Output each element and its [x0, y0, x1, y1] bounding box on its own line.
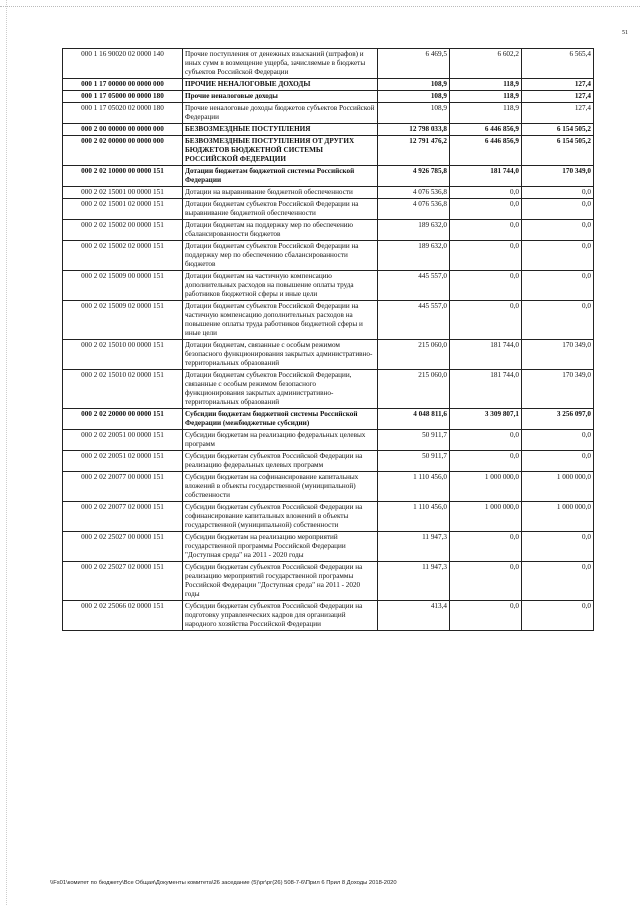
revenue-name-cell: Дотации бюджетам на частичную компенсацию дополнительных расходов на повышение оплаты труда работников бюджетной сферы и иные цели: [183, 271, 378, 301]
amount-2018-cell: 4 048 811,6: [378, 409, 450, 430]
table-row: [63, 166, 594, 187]
amount-2019-cell: 118,9: [450, 103, 522, 124]
amount-2020-cell: 0,0: [522, 532, 594, 562]
amount-2019-cell: 6 602,2: [450, 49, 522, 79]
amount-2020-cell: 0,0: [522, 199, 594, 220]
revenue-name-cell: Дотации бюджетам, связанные с особым режимом безопасного функционирования закрытых административно-территориальных образований: [183, 340, 378, 370]
amount-2018-cell: 4 926 785,8: [378, 166, 450, 187]
table-row: [63, 601, 594, 631]
budget-code-cell: 000 2 02 15001 00 0000 151: [63, 187, 183, 199]
amount-2018-cell: 215 060,0: [378, 370, 450, 409]
amount-2020-cell: 127,4: [522, 79, 594, 91]
amount-2020-cell: 6 565,4: [522, 49, 594, 79]
amount-2020-cell: 1 000 000,0: [522, 502, 594, 532]
table-row: [63, 49, 594, 79]
table-row: [63, 532, 594, 562]
amount-2018-cell: 108,9: [378, 79, 450, 91]
budget-code-cell: 000 2 02 20077 00 0000 151: [63, 472, 183, 502]
amount-2020-cell: 170 349,0: [522, 370, 594, 409]
amount-2020-cell: 6 154 505,2: [522, 124, 594, 136]
revenue-name-cell: Дотации бюджетам субъектов Российской Федерации на поддержку мер по обеспечению сбалансированности бюджетов: [183, 241, 378, 271]
amount-2019-cell: 3 309 807,1: [450, 409, 522, 430]
revenue-name-cell: Дотации на выравнивание бюджетной обеспеченности: [183, 187, 378, 199]
amount-2020-cell: 0,0: [522, 562, 594, 601]
amount-2018-cell: 189 632,0: [378, 241, 450, 271]
amount-2019-cell: 0,0: [450, 199, 522, 220]
revenue-name-cell: Дотации бюджетам субъектов Российской Федерации на частичную компенсацию дополнительных расходов на повышение оплаты труда работников бюджетной сферы и иные цели: [183, 301, 378, 340]
amount-2020-cell: 127,4: [522, 91, 594, 103]
budget-code-cell: 000 2 00 00000 00 0000 000: [63, 124, 183, 136]
table-row: [63, 103, 594, 124]
revenue-name-cell: Субсидии бюджетам на реализацию федеральных целевых программ: [183, 430, 378, 451]
amount-2018-cell: 4 076 536,8: [378, 187, 450, 199]
budget-code-cell: 000 1 16 90020 02 0000 140: [63, 49, 183, 79]
scan-edge-top: [0, 6, 640, 9]
revenue-name-cell: Прочие неналоговые доходы: [183, 91, 378, 103]
table-row: [63, 136, 594, 166]
revenue-name-cell: Субсидии бюджетам субъектов Российской Федерации на реализацию мероприятий государственной программы Российской Федерации "Доступная среда" на 2011 - 2020 годы: [183, 562, 378, 601]
budget-code-cell: 000 2 02 15010 00 0000 151: [63, 340, 183, 370]
amount-2019-cell: 1 000 000,0: [450, 502, 522, 532]
amount-2018-cell: 1 110 456,0: [378, 472, 450, 502]
amount-2019-cell: 6 446 856,9: [450, 124, 522, 136]
revenue-name-cell: Субсидии бюджетам субъектов Российской Федерации на подготовку управленческих кадров для организаций народного хозяйства Российской Федерации: [183, 601, 378, 631]
revenue-table: [62, 48, 594, 631]
amount-2019-cell: 6 446 856,9: [450, 136, 522, 166]
table-row: [63, 187, 594, 199]
table-row: [63, 562, 594, 601]
table-row: [63, 241, 594, 271]
table-row: [63, 472, 594, 502]
amount-2020-cell: 0,0: [522, 220, 594, 241]
amount-2020-cell: 170 349,0: [522, 166, 594, 187]
amount-2019-cell: 118,9: [450, 91, 522, 103]
amount-2020-cell: 6 154 505,2: [522, 136, 594, 166]
amount-2018-cell: 11 947,3: [378, 532, 450, 562]
revenue-name-cell: БЕЗВОЗМЕЗДНЫЕ ПОСТУПЛЕНИЯ: [183, 124, 378, 136]
table-row: [63, 79, 594, 91]
amount-2018-cell: 445 557,0: [378, 271, 450, 301]
amount-2020-cell: 0,0: [522, 187, 594, 199]
revenue-name-cell: Прочие неналоговые доходы бюджетов субъектов Российской Федерации: [183, 103, 378, 124]
amount-2018-cell: 6 469,5: [378, 49, 450, 79]
table-row: [63, 340, 594, 370]
amount-2019-cell: 118,9: [450, 79, 522, 91]
table-row: [63, 502, 594, 532]
table-row: [63, 451, 594, 472]
amount-2019-cell: 0,0: [450, 271, 522, 301]
budget-code-cell: 000 2 02 15002 00 0000 151: [63, 220, 183, 241]
revenue-name-cell: БЕЗВОЗМЕЗДНЫЕ ПОСТУПЛЕНИЯ ОТ ДРУГИХ БЮДЖЕТОВ БЮДЖЕТНОЙ СИСТЕМЫ РОССИЙСКОЙ ФЕДЕРАЦИИ: [183, 136, 378, 166]
budget-code-cell: 000 2 02 10000 00 0000 151: [63, 166, 183, 187]
amount-2019-cell: 181 744,0: [450, 166, 522, 187]
amount-2019-cell: 0,0: [450, 451, 522, 472]
revenue-name-cell: Дотации бюджетам субъектов Российской Федерации, связанные с особым режимом безопасного функционирования закрытых административно-территориальных образований: [183, 370, 378, 409]
revenue-table-body: [63, 49, 594, 631]
amount-2019-cell: 0,0: [450, 601, 522, 631]
amount-2020-cell: 0,0: [522, 271, 594, 301]
budget-code-cell: 000 2 02 15009 00 0000 151: [63, 271, 183, 301]
amount-2020-cell: 0,0: [522, 301, 594, 340]
amount-2020-cell: 0,0: [522, 451, 594, 472]
amount-2019-cell: 1 000 000,0: [450, 472, 522, 502]
amount-2020-cell: 170 349,0: [522, 340, 594, 370]
budget-code-cell: 000 2 02 15001 02 0000 151: [63, 199, 183, 220]
table-row: [63, 220, 594, 241]
revenue-name-cell: Субсидии бюджетам бюджетной системы Российской Федерации (межбюджетные субсидии): [183, 409, 378, 430]
amount-2018-cell: 4 076 536,8: [378, 199, 450, 220]
amount-2019-cell: 0,0: [450, 241, 522, 271]
file-path-footer: \\Fs01\комитет по бюджету\Все Общая\Документы комитета\26 заседание (5)\рг\рг(26) 508-7-6\Прил 6 Прил 8 Доходы 2018-2020: [50, 880, 397, 886]
page-number: 51: [622, 30, 628, 36]
budget-code-cell: 000 2 02 20051 02 0000 151: [63, 451, 183, 472]
budget-code-cell: 000 1 17 05020 02 0000 180: [63, 103, 183, 124]
revenue-name-cell: Субсидии бюджетам субъектов Российской Федерации на софинансирование капитальных вложений в объекты государственной (муниципальной) собственности: [183, 502, 378, 532]
amount-2018-cell: 215 060,0: [378, 340, 450, 370]
amount-2019-cell: 0,0: [450, 562, 522, 601]
revenue-name-cell: Дотации бюджетам на поддержку мер по обеспечению сбалансированности бюджетов: [183, 220, 378, 241]
amount-2019-cell: 181 744,0: [450, 370, 522, 409]
amount-2018-cell: 108,9: [378, 103, 450, 124]
amount-2019-cell: 0,0: [450, 187, 522, 199]
amount-2019-cell: 0,0: [450, 220, 522, 241]
table-row: [63, 409, 594, 430]
revenue-name-cell: Дотации бюджетам субъектов Российской Федерации на выравнивание бюджетной обеспеченности: [183, 199, 378, 220]
amount-2018-cell: 1 110 456,0: [378, 502, 450, 532]
budget-code-cell: 000 1 17 00000 00 0000 000: [63, 79, 183, 91]
revenue-name-cell: Дотации бюджетам бюджетной системы Российской Федерации: [183, 166, 378, 187]
amount-2019-cell: 0,0: [450, 532, 522, 562]
budget-code-cell: 000 2 02 00000 00 0000 000: [63, 136, 183, 166]
table-row: [63, 199, 594, 220]
table-row: [63, 271, 594, 301]
table-row: [63, 430, 594, 451]
amount-2019-cell: 181 744,0: [450, 340, 522, 370]
budget-code-cell: 000 2 02 15002 02 0000 151: [63, 241, 183, 271]
table-row: [63, 370, 594, 409]
amount-2020-cell: 1 000 000,0: [522, 472, 594, 502]
amount-2020-cell: 127,4: [522, 103, 594, 124]
amount-2020-cell: 0,0: [522, 241, 594, 271]
amount-2018-cell: 50 911,7: [378, 430, 450, 451]
amount-2018-cell: 12 791 476,2: [378, 136, 450, 166]
budget-code-cell: 000 2 02 20000 00 0000 151: [63, 409, 183, 430]
table-row: [63, 124, 594, 136]
amount-2020-cell: 0,0: [522, 430, 594, 451]
amount-2018-cell: 189 632,0: [378, 220, 450, 241]
table-row: [63, 301, 594, 340]
revenue-name-cell: ПРОЧИЕ НЕНАЛОГОВЫЕ ДОХОДЫ: [183, 79, 378, 91]
amount-2020-cell: 3 256 097,0: [522, 409, 594, 430]
scan-edge-left: [6, 0, 8, 905]
budget-code-cell: 000 2 02 25027 00 0000 151: [63, 532, 183, 562]
budget-code-cell: 000 2 02 20077 02 0000 151: [63, 502, 183, 532]
amount-2018-cell: 108,9: [378, 91, 450, 103]
amount-2018-cell: 445 557,0: [378, 301, 450, 340]
revenue-name-cell: Субсидии бюджетам на реализацию мероприятий государственной программы Российской Федерации "Доступная среда" на 2011 - 2020 годы: [183, 532, 378, 562]
amount-2020-cell: 0,0: [522, 601, 594, 631]
amount-2018-cell: 50 911,7: [378, 451, 450, 472]
budget-code-cell: 000 2 02 20051 00 0000 151: [63, 430, 183, 451]
budget-code-cell: 000 2 02 15009 02 0000 151: [63, 301, 183, 340]
amount-2019-cell: 0,0: [450, 430, 522, 451]
amount-2018-cell: 11 947,3: [378, 562, 450, 601]
amount-2018-cell: 12 798 033,8: [378, 124, 450, 136]
amount-2018-cell: 413,4: [378, 601, 450, 631]
revenue-name-cell: Прочие поступления от денежных взысканий (штрафов) и иных сумм в возмещение ущерба, зачисляемые в бюджеты субъектов Российской Федерации: [183, 49, 378, 79]
budget-code-cell: 000 2 02 25066 02 0000 151: [63, 601, 183, 631]
revenue-name-cell: Субсидии бюджетам на софинансирование капитальных вложений в объекты государственной (муниципальной) собственности: [183, 472, 378, 502]
budget-code-cell: 000 2 02 15010 02 0000 151: [63, 370, 183, 409]
table-row: [63, 91, 594, 103]
budget-code-cell: 000 1 17 05000 00 0000 180: [63, 91, 183, 103]
amount-2019-cell: 0,0: [450, 301, 522, 340]
budget-code-cell: 000 2 02 25027 02 0000 151: [63, 562, 183, 601]
revenue-name-cell: Субсидии бюджетам субъектов Российской Федерации на реализацию федеральных целевых программ: [183, 451, 378, 472]
